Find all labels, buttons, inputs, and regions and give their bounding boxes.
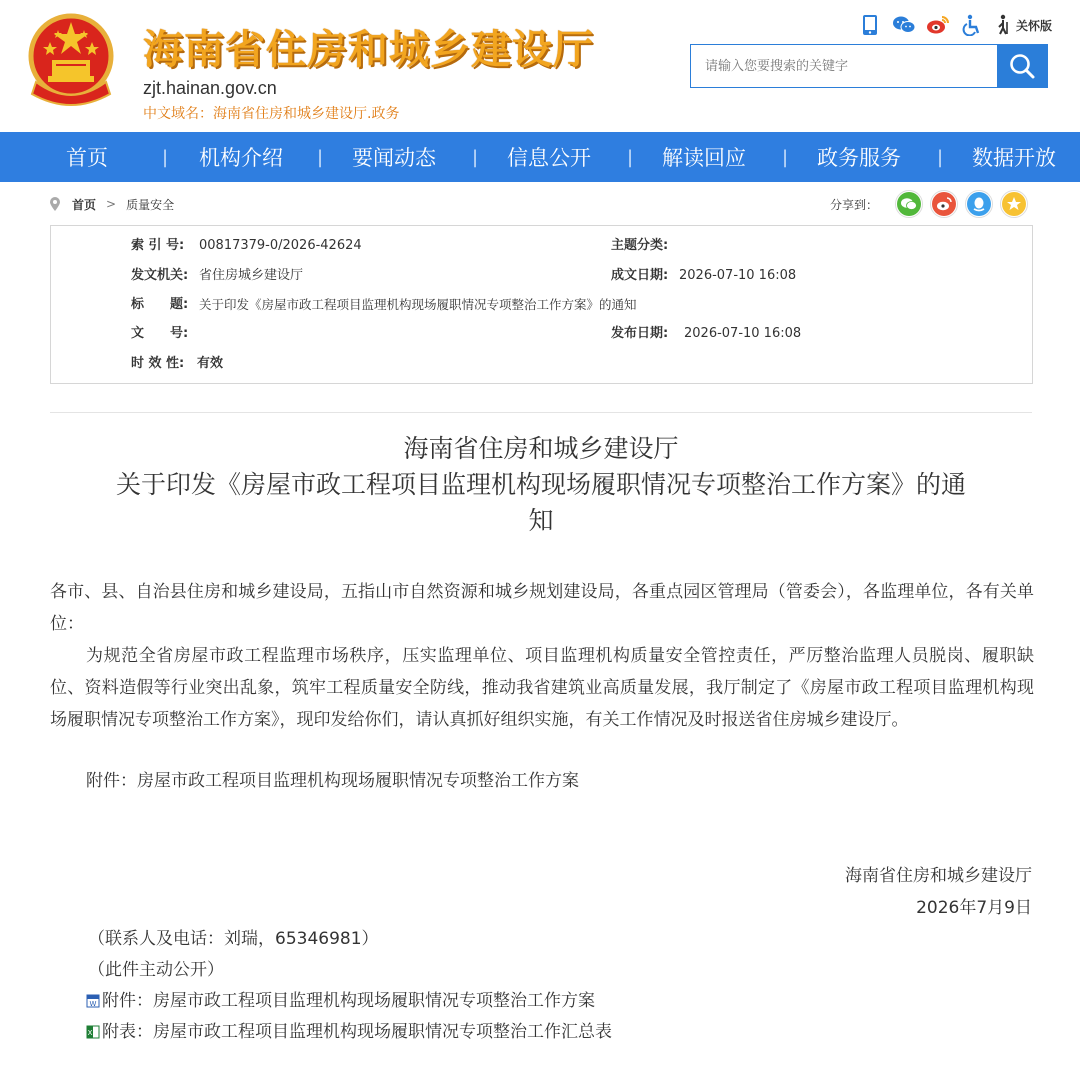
article-title: 关于印发《房屋市政工程项目监理机构现场履职情况专项整治工作方案》的通 — [115, 470, 966, 499]
article-public-note: （此件主动公开） — [88, 960, 224, 980]
nav-gov-services[interactable]: 政务服务 — [817, 146, 901, 170]
location-pin-icon — [50, 197, 60, 211]
nav-open-data[interactable]: 数据开放 — [972, 146, 1056, 170]
attachment-item[interactable] — [86, 1017, 612, 1047]
meta-topic-label: 主题分类: — [611, 238, 669, 253]
nav-organization[interactable]: 机构介绍 — [199, 146, 283, 170]
meta-title-value: 关于印发《房屋市政工程项目监理机构现场履职情况专项整治工作方案》的通知 — [199, 297, 637, 312]
article-attachment-note: 附件：房屋市政工程项目监理机构现场履职情况专项整治工作方案 — [86, 771, 579, 791]
share-bar — [830, 190, 1028, 218]
nav-separator: | — [937, 146, 944, 168]
nav-home[interactable]: 首页 — [66, 146, 108, 170]
svg-text:X: X — [87, 1029, 93, 1037]
qzone-star-icon — [1001, 191, 1027, 217]
article-recipients: 各市、县、自治县住房和城乡建设局，五指山市自然资源和城乡规划建设局，各重点园区管理局（管委会），各监理单位，各有关单位： — [50, 582, 1034, 634]
nav-separator: | — [627, 146, 634, 168]
article-date: 2026年7月9日 — [916, 898, 1032, 918]
share-wechat-button[interactable] — [895, 190, 923, 218]
article-title-continuation: 知 — [528, 506, 554, 535]
meta-row — [51, 324, 1032, 344]
accessibility-icon[interactable] — [960, 13, 984, 37]
attachment-item[interactable] — [86, 986, 595, 1016]
article-contact: （联系人及电话：刘瑞，65346981） — [88, 929, 379, 949]
care-mode-icon[interactable] — [994, 13, 1014, 37]
article-signature: 海南省住房和城乡建设厅 — [845, 866, 1032, 886]
content-divider — [50, 412, 1032, 413]
search-button[interactable] — [997, 45, 1047, 87]
search-box — [690, 44, 1048, 88]
site-header — [0, 0, 1080, 132]
meta-docno-label: 文 号: — [131, 326, 189, 341]
search-input[interactable] — [691, 45, 997, 87]
attachment-link[interactable]: 附表：房屋市政工程项目监理机构现场履职情况专项整治工作汇总表 — [102, 1022, 612, 1042]
meta-index-label: 索 引 号: — [131, 238, 185, 253]
meta-published-label: 发布日期: — [611, 326, 669, 341]
article-body: 为规范全省房屋市政工程监理市场秩序，压实监理单位、项目监理机构质量安全管控责任，严厉整治监理人员脱岗、履职缺位、资料造假等行业突出乱象，筑牢工程质量安全防线，推动我省建筑业高质量发展，我厅制定了《房屋市政工程项目监理机构现场履职情况专项整治工作方案》，现印发给你们，请认真抓好组织实施，有关工作情况及时报送省住房城乡建设厅。 — [50, 646, 1034, 730]
weibo-icon — [931, 191, 957, 217]
nav-separator: | — [472, 146, 479, 168]
share-weibo-button[interactable] — [930, 190, 958, 218]
breadcrumb-home[interactable]: 首页 — [72, 197, 97, 212]
svg-text:W: W — [89, 1000, 97, 1008]
search-icon — [1008, 52, 1036, 80]
meta-row — [51, 354, 1032, 374]
site-domain: zjt.hainan.gov.cn — [143, 78, 277, 98]
nav-interpretation[interactable]: 解读回应 — [662, 146, 746, 170]
nav-separator: | — [162, 146, 169, 168]
breadcrumb — [50, 190, 1032, 218]
top-icon-bar — [858, 12, 1052, 38]
qq-icon — [966, 191, 992, 217]
meta-title-label: 标 题: — [131, 297, 189, 312]
site-cn-domain: 中文域名：海南省住房和城乡建设厅.政务 — [143, 106, 400, 122]
meta-issuer-label: 发文机关: — [131, 268, 189, 283]
meta-created-value: 2026-07-10 16:08 — [679, 268, 797, 283]
weibo-icon[interactable] — [926, 13, 950, 37]
breadcrumb-separator: > — [106, 197, 117, 211]
meta-row — [51, 295, 1032, 315]
share-qq-button[interactable] — [965, 190, 993, 218]
meta-row — [51, 236, 1032, 256]
document-meta-table — [50, 225, 1033, 384]
meta-validity-value: 有效 — [197, 356, 224, 371]
meta-issuer-value: 省住房城乡建设厅 — [199, 268, 304, 283]
site-title: 海南省住房和城乡建设厅 — [143, 27, 594, 73]
meta-row — [51, 266, 1032, 286]
breadcrumb-current[interactable]: 质量安全 — [126, 197, 175, 212]
share-qzone-button[interactable] — [1000, 190, 1028, 218]
nav-news[interactable]: 要闻动态 — [352, 146, 436, 170]
meta-published-value: 2026-07-10 16:08 — [684, 326, 802, 341]
nav-info-disclosure[interactable]: 信息公开 — [507, 146, 591, 170]
meta-validity-label: 时 效 性: — [131, 356, 185, 371]
care-mode-link[interactable]: 关怀版 — [1016, 18, 1053, 33]
nav-separator: | — [317, 146, 324, 168]
national-emblem-icon — [26, 12, 116, 112]
nav-separator: | — [782, 146, 789, 168]
word-doc-icon — [86, 994, 100, 1008]
excel-doc-icon — [86, 1025, 100, 1039]
wechat-icon — [896, 191, 922, 217]
wechat-icon[interactable] — [892, 13, 916, 37]
mobile-icon[interactable] — [858, 13, 882, 37]
meta-index-value: 00817379-0/2026-42624 — [199, 238, 362, 253]
meta-created-label: 成文日期: — [611, 268, 669, 283]
attachment-link[interactable]: 附件：房屋市政工程项目监理机构现场履职情况专项整治工作方案 — [102, 991, 595, 1011]
main-nav — [0, 132, 1080, 182]
share-label: 分享到： — [829, 197, 878, 212]
article-title-issuer: 海南省住房和城乡建设厅 — [403, 434, 679, 463]
